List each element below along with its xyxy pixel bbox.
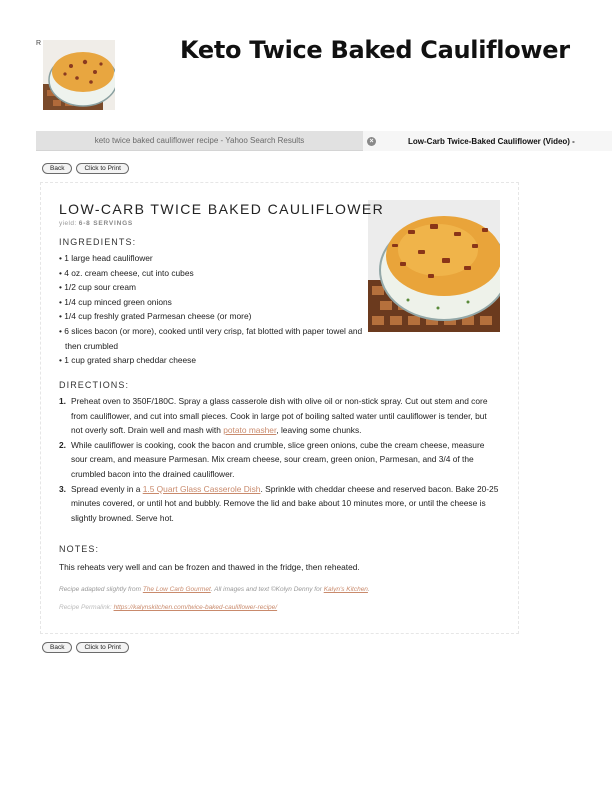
ingredient-item: • 4 oz. cream cheese, cut into cubes xyxy=(59,266,364,281)
ingredients-heading: INGREDIENTS: xyxy=(59,237,137,247)
step-text-part: Spread evenly in a xyxy=(71,483,143,494)
step-text: While cauliflower is cooking, cook the bacon and crumble, slice green onions, cube the cream cheese, measure sour cream, and measure Parmesan. Mix cream cheese, sour cream, green onion, Parmesan, and 3/4 of the crumbled bacon into the drained cauliflower. xyxy=(71,439,485,479)
step-number: 1. xyxy=(59,396,66,406)
casserole-dish-link[interactable]: 1.5 Quart Glass Casserole Dish xyxy=(142,483,261,494)
ingredient-item: • 1/4 cup minced green onions xyxy=(59,295,364,310)
recipe-permalink xyxy=(59,604,277,611)
tab-label: Low-Carb Twice-Baked Cauliflower (Video) - xyxy=(408,136,575,146)
directions-heading: DIRECTIONS: xyxy=(59,380,130,390)
page-title: Keto Twice Baked Cauliflower xyxy=(180,36,570,64)
ingredients-list xyxy=(59,251,364,368)
print-button[interactable]: Click to Print xyxy=(76,642,128,653)
recipe-photo xyxy=(368,200,500,332)
bottom-button-row xyxy=(42,642,129,653)
step-text xyxy=(71,482,499,526)
notes-heading: NOTES: xyxy=(59,544,100,554)
tab-recipe[interactable] xyxy=(363,131,612,151)
thumb-marker: R xyxy=(36,40,42,47)
thumbnail-image xyxy=(43,40,115,110)
yield-value: 6-8 SERVINGS xyxy=(78,220,134,227)
notes-text: This reheats very well and can be frozen and thawed in the fridge, then reheated. xyxy=(59,562,360,572)
back-button[interactable]: Back xyxy=(42,163,72,174)
ingredient-item: • 1/4 cup freshly grated Parmesan cheese (or more) xyxy=(59,309,364,324)
close-icon[interactable]: × xyxy=(367,137,376,146)
step-text-part: , leaving some chunks. xyxy=(276,425,362,436)
tab-label: keto twice baked cauliflower recipe - Yahoo Search Results xyxy=(94,136,305,145)
recipe-yield xyxy=(59,220,133,227)
recipe-credit xyxy=(59,586,370,593)
step-text-part: . Sprinkle with cheddar cheese and reserved bacon. Bake 20-25 minutes covered, or until hot and bubbly. Remove the lid and bake about 10 minutes more, or until the cheese is slightly browned. Serve hot. xyxy=(71,483,499,523)
recipe-title: LOW-CARB TWICE BAKED CAULIFLOWER xyxy=(59,201,385,217)
yield-label: yield: xyxy=(59,220,77,227)
ingredient-item: • 1 large head cauliflower xyxy=(59,251,364,266)
ingredient-item: • 6 slices bacon (or more), cooked until very crisp, fat blotted with paper towel and then crumbled xyxy=(59,324,364,353)
directions-list xyxy=(59,394,499,525)
permalink-label: Recipe Permalink: xyxy=(59,604,114,611)
step-text xyxy=(71,394,499,438)
tab-yahoo-search[interactable] xyxy=(36,131,363,151)
browser-tab-bar xyxy=(36,131,612,151)
step-text-part: Preheat oven to 350F/180C. Spray a glass casserole dish with olive oil or non-stick spray. Cut out stem and core from cauliflower, and cut into small pieces. Cook in large pot of boiling salted water until cauliflower is tender, but not overly soft. Drain well and mash with xyxy=(71,396,488,436)
credit-text: . All images and text ©Kolyn Denny for xyxy=(210,586,324,593)
print-button[interactable]: Click to Print xyxy=(76,163,128,174)
ingredient-item: • 1 cup grated sharp cheddar cheese xyxy=(59,353,364,368)
credit-text: Recipe adapted slightly from xyxy=(59,586,143,593)
direction-step xyxy=(59,482,499,526)
back-button[interactable]: Back xyxy=(42,642,72,653)
direction-step xyxy=(59,394,499,438)
ingredient-item: • 1/2 cup sour cream xyxy=(59,280,364,295)
direction-step xyxy=(59,438,499,482)
potato-masher-link[interactable]: potato masher xyxy=(223,425,277,436)
step-number: 3. xyxy=(59,483,66,494)
step-number: 2. xyxy=(59,439,66,450)
credit-text: . xyxy=(367,586,370,593)
top-button-row xyxy=(42,163,129,174)
kalyns-kitchen-link[interactable]: Kalyn's Kitchen xyxy=(323,586,368,593)
permalink-url[interactable]: https://kalynskitchen.com/twice-baked-cauliflower-recipe/ xyxy=(113,604,278,611)
low-carb-gourmet-link[interactable]: The Low Carb Gourmet xyxy=(142,586,211,593)
